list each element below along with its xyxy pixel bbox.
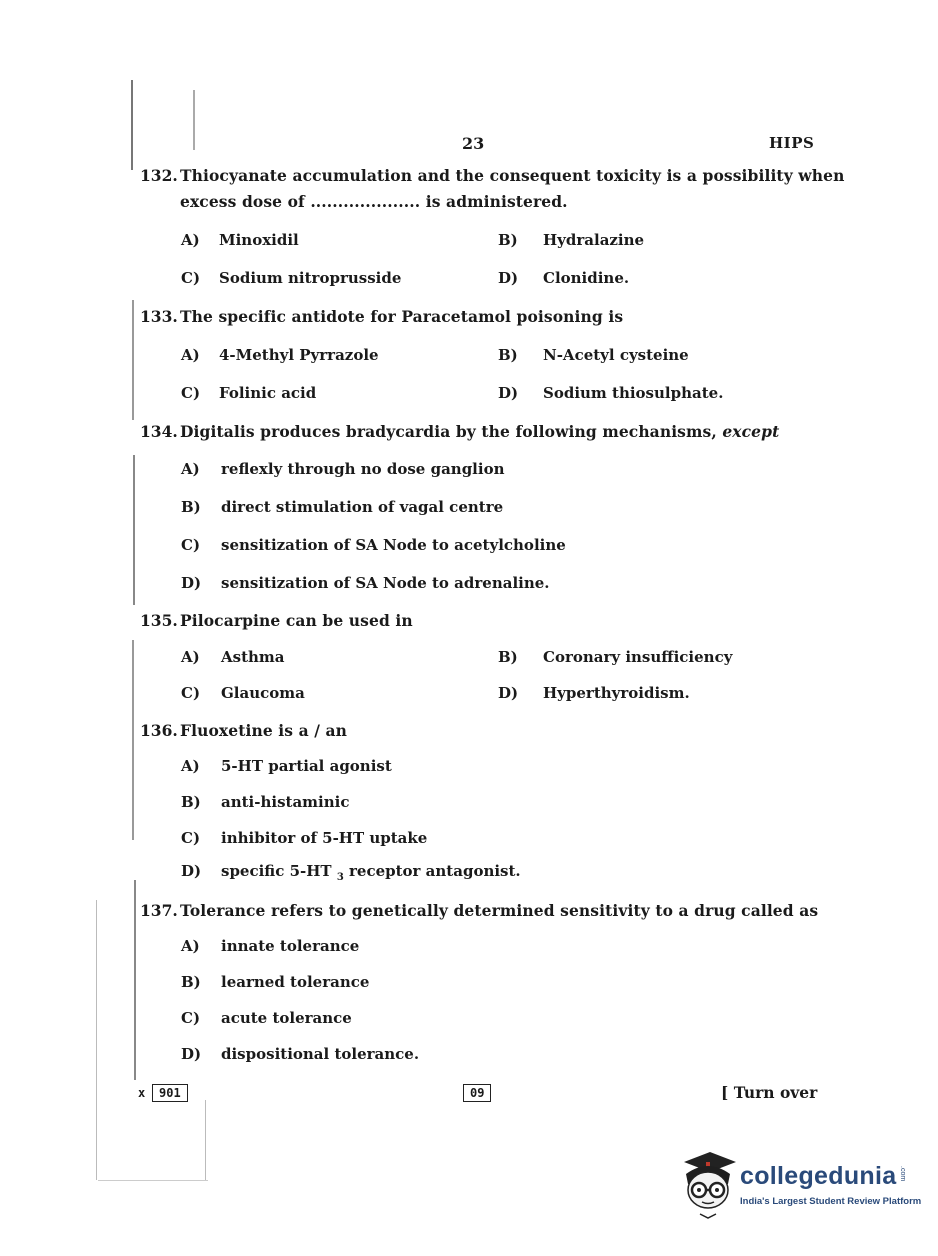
scan-mark — [98, 1180, 208, 1181]
question-text: The specific antidote for Paracetamol poisoning is — [180, 307, 624, 326]
scan-mark — [205, 1100, 206, 1180]
option-text: Clonidine. — [543, 269, 630, 287]
option-text: dispositional tolerance. — [221, 1045, 420, 1063]
option-letter: A) — [181, 460, 200, 478]
brand-tagline: India's Largest Student Review Platform — [740, 1196, 922, 1207]
option-letter: B) — [498, 231, 518, 249]
scan-mark — [132, 640, 134, 840]
option-letter: B) — [181, 498, 201, 516]
scan-mark — [96, 900, 97, 1180]
option-letter: A) — [181, 648, 200, 666]
option-letter: B) — [498, 346, 518, 364]
option-letter: D) — [181, 862, 202, 880]
option-text: reflexly through no dose ganglion — [221, 460, 505, 478]
question-text: excess dose of .................... is administered. — [180, 192, 568, 211]
question-number: 133. — [140, 307, 178, 326]
scan-mark — [131, 80, 133, 170]
question-emphasis: except — [722, 422, 780, 441]
question-number: 134. — [140, 422, 178, 441]
question-text: Digitalis produces bradycardia by the following mechanisms, except — [180, 422, 780, 441]
option-text: learned tolerance — [221, 973, 370, 991]
paper-code: HIPS — [769, 134, 815, 152]
question-text: Tolerance refers to genetically determined sensitivity to a drug called as — [180, 901, 819, 920]
question-number: 136. — [140, 721, 178, 740]
option-text: specific 5-HT $_3$ receptor antagonist. — [221, 862, 521, 883]
option-letter: C) — [181, 269, 201, 287]
option-text: innate tolerance — [221, 937, 360, 955]
option-text: Hyperthyroidism. — [543, 684, 690, 702]
option-letter: C) — [181, 829, 201, 847]
mascot-logo-icon — [678, 1148, 738, 1220]
option-letter: D) — [498, 269, 519, 287]
question-text: Thiocyanate accumulation and the consequent toxicity is a possibility when — [180, 166, 845, 185]
option-letter: B) — [181, 793, 201, 811]
option-text: Glaucoma — [221, 684, 305, 702]
turn-over-label: [ Turn over — [721, 1083, 818, 1102]
option-text: sensitization of SA Node to acetylcholine — [221, 536, 566, 554]
option-letter: C) — [181, 536, 201, 554]
option-letter: D) — [498, 384, 519, 402]
option-text: N-Acetyl cysteine — [543, 346, 689, 364]
question-number: 132. — [140, 166, 178, 185]
option-text: anti-histaminic — [221, 793, 350, 811]
question-text: Pilocarpine can be used in — [180, 611, 413, 630]
option-text: inhibitor of 5-HT uptake — [221, 829, 428, 847]
footer-code-box: 901 — [152, 1084, 188, 1102]
subscript: 3 — [336, 872, 344, 883]
option-letter: D) — [498, 684, 519, 702]
option-text: 5-HT partial agonist — [221, 757, 392, 775]
page-number: 23 — [462, 134, 485, 153]
option-text: Coronary insufficiency — [543, 648, 733, 666]
option-text: 4-Methyl Pyrrazole — [219, 346, 379, 364]
scan-mark — [133, 455, 135, 605]
option-text: Minoxidil — [219, 231, 299, 249]
scan-mark — [193, 90, 195, 150]
option-letter: C) — [181, 384, 201, 402]
option-letter: A) — [181, 346, 200, 364]
option-letter: A) — [181, 757, 200, 775]
option-letter: C) — [181, 684, 201, 702]
brand-domain: .com — [899, 1166, 906, 1182]
option-letter: A) — [181, 231, 200, 249]
question-number: 137. — [140, 901, 178, 920]
option-letter: B) — [498, 648, 518, 666]
option-letter: D) — [181, 574, 202, 592]
option-letter: A) — [181, 937, 200, 955]
option-letter: D) — [181, 1045, 202, 1063]
option-letter: B) — [181, 973, 201, 991]
option-letter: C) — [181, 1009, 201, 1027]
option-text: Sodium nitroprusside — [219, 269, 402, 287]
brand-name: collegedunia — [740, 1162, 897, 1190]
footer-page-box: 09 — [463, 1084, 491, 1102]
option-text: Asthma — [221, 648, 285, 666]
footer-x-mark: x — [138, 1086, 146, 1100]
question-number: 135. — [140, 611, 178, 630]
scan-mark — [134, 880, 136, 1080]
option-text: Sodium thiosulphate. — [543, 384, 724, 402]
option-text: Folinic acid — [219, 384, 317, 402]
collegedunia-watermark — [678, 1148, 922, 1220]
scan-mark — [132, 300, 134, 420]
option-text: Hydralazine — [543, 231, 645, 249]
option-text: sensitization of SA Node to adrenaline. — [221, 574, 550, 592]
option-text: direct stimulation of vagal centre — [221, 498, 504, 516]
option-text: acute tolerance — [221, 1009, 352, 1027]
question-text: Fluoxetine is a / an — [180, 721, 347, 740]
